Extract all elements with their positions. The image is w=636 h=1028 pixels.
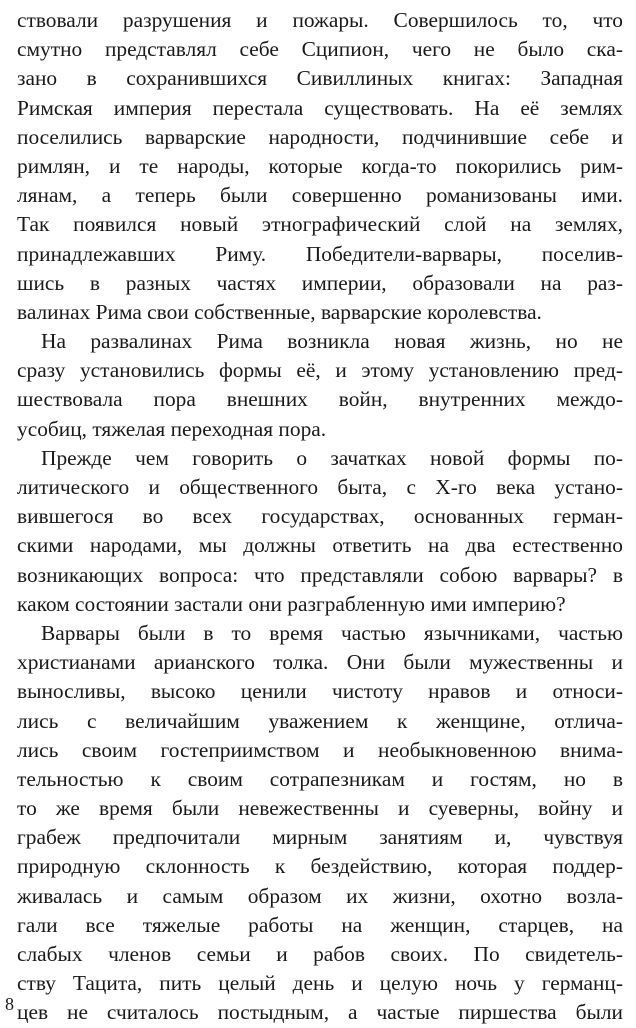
- text-line: принадлежавших Риму. Победители-варвары, поселив-: [17, 241, 623, 266]
- text-line: лись своим гостеприимством и необыкновенною внима-: [17, 737, 623, 762]
- text-line: то же время были невежественны и суеверны, войну и: [17, 796, 623, 821]
- text-line: природную склонность к бездействию, которая поддер-: [17, 854, 623, 879]
- text-line: поселились варварские народности, подчинившие себе и: [17, 124, 623, 149]
- text-line: грабеж предпочитали мирным занятиям и, чувствуя: [17, 825, 623, 850]
- text-line: литического и общественного быта, с X-го века устано-: [17, 475, 623, 499]
- text-line: лись с величайшим уважением к женщине, отлича-: [17, 708, 623, 733]
- text-line: лянам, а теперь были совершенно романизованы ими.: [17, 183, 623, 208]
- text-line: каком состоянии застали они разграбленную ими империю?: [17, 591, 566, 616]
- paragraph: [17, 619, 623, 1028]
- text-line: зано в сохранившихся Сивиллиных книгах: Западная: [17, 66, 623, 91]
- text-line: Варвары были в то время частью язычниками, частью: [41, 620, 623, 645]
- paragraph: [17, 327, 623, 444]
- text-line: Так появился новый этнографический слой на землях,: [17, 212, 623, 237]
- text-line: сразу установились формы её, и этому установлению пред-: [17, 358, 623, 383]
- text-line: христианами арианского толка. Они были мужественны и: [17, 650, 623, 675]
- text-line: цев не считалось постыдным, а частые пиршества были: [17, 1000, 623, 1025]
- text-line: На развалинах Рима возникла новая жизнь, но не: [41, 329, 623, 354]
- text-line: Римская империя перестала существовать. На её землях: [17, 95, 623, 120]
- text-line: скими народами, мы должны ответить на два естественно: [17, 533, 623, 558]
- page-number: 8: [5, 994, 14, 1014]
- paragraph: [17, 444, 623, 619]
- text-line: возникающих вопроса: что представляли собою варвары? в: [17, 562, 623, 587]
- text-line: шись в разных частях империи, образовали на раз-: [17, 270, 623, 295]
- text-line: выносливы, высоко ценили чистоту нравов и относи-: [17, 679, 623, 704]
- text-line: слабых членов семьи и рабов своих. По свидетель-: [17, 942, 623, 966]
- text-line: валинах Рима свои собственные, варварские королевства.: [17, 299, 542, 324]
- text-line: римлян, и те народы, которые когда-то покорились рим-: [17, 153, 623, 178]
- body-text: [17, 6, 623, 1028]
- text-line: усобиц, тяжелая переходная пора.: [17, 416, 327, 441]
- text-line: Прежде чем говорить о зачатках новой формы по-: [41, 445, 623, 470]
- text-line: смутно представлял себе Сципион, чего не было ска-: [17, 37, 623, 62]
- text-line: гали все тяжелые работы на женщин, старцев, на: [17, 912, 623, 937]
- text-line: шествовала пора внешних войн, внутренних междо-: [17, 387, 623, 412]
- text-line: вившегося во всех государствах, основанных герман-: [17, 504, 623, 529]
- text-line: ствовали разрушения и пожары. Совершилось то, что: [17, 8, 623, 32]
- text-line: живалась и самым образом их жизни, охотно возла-: [17, 883, 623, 908]
- text-line: тельностью к своим сотрапезникам и гостям, но в: [17, 766, 623, 791]
- text-line: ству Тацита, пить целый день и целую ночь у германц-: [17, 971, 623, 996]
- paragraph: [17, 6, 623, 327]
